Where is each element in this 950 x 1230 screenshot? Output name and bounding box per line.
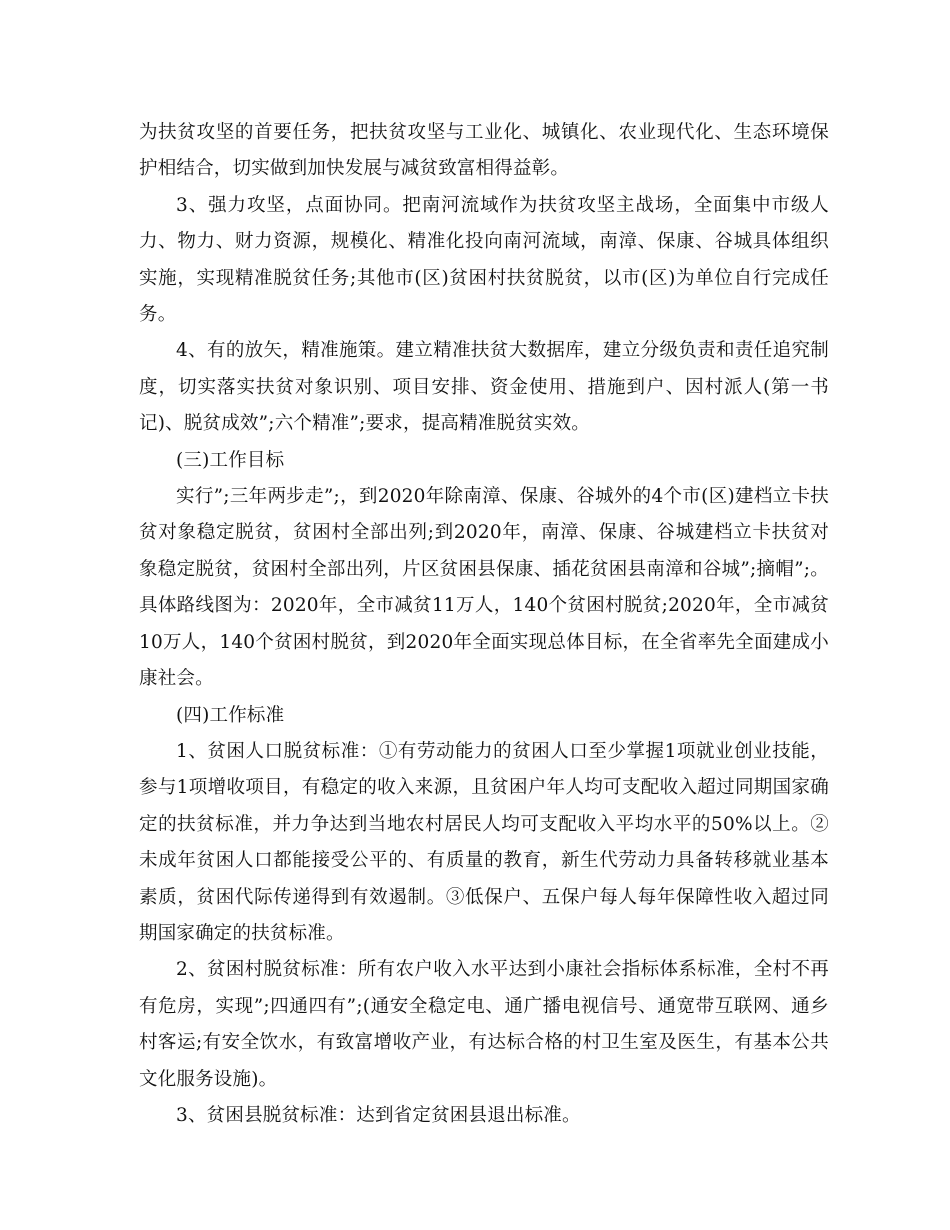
document-body bbox=[139, 115, 829, 1134]
paragraph-goals: 实行”;三年两步走”;，到2020年除南漳、保康、谷城外的4个市(区)建档立卡扶贫对象稳定脱贫，贫困村全部出列;到2020年，南漳、保康、谷城建档立卡扶贫对象稳定脱贫，贫困村全部出列，片区贫困县保康、插花贫困县南漳和谷城”;摘帽”;。具体路线图为：2020年，全市减贫11万人，140个贫困村脱贫;2020年，全市减贫10万人，140个贫困村脱贫，到2020年全面实现总体目标，在全省率先全面建成小康社会。 bbox=[139, 486, 829, 690]
paragraph-standard-3: 3、贫困县脱贫标准：达到省定贫困县退出标准。 bbox=[176, 1104, 581, 1126]
paragraph-standard-2: 2、贫困村脱贫标准：所有农户收入水平达到小康社会指标体系标准，全村不再有危房，实现”;四通四有”;(通安全稳定电、通广播电视信号、通宽带互联网、通乡村客运;有安全饮水，有致富增收产业，有达标合格的村卫生室及医生，有基本公共文化服务设施)。 bbox=[139, 959, 829, 1090]
paragraph-standard-1: 1、贫困人口脱贫标准：①有劳动能力的贫困人口至少掌握1项就业创业技能，参与1项增收项目，有稳定的收入来源，且贫困户年人均可支配收入超过同期国家确定的扶贫标准，并力争达到当地农村居民人均可支配收入平均水平的50%以上。②未成年贫困人口都能接受公平的、有质量的教育，新生代劳动力具备转移就业基本素质，贫困代际传递得到有效遏制。③低保户、五保户每人每年保障性收入超过同期国家确定的扶贫标准。 bbox=[139, 740, 829, 944]
paragraph-point-4: 4、有的放矢，精准施策。建立精准扶贫大数据库，建立分级负责和责任追究制度，切实落实扶贫对象识别、项目安排、资金使用、措施到户、因村派人(第一书记)、脱贫成效”;六个精准”;要求，提高精准脱贫实效。 bbox=[139, 340, 829, 435]
paragraph-point-3: 3、强力攻坚，点面协同。把南河流域作为扶贫攻坚主战场，全面集中市级人力、物力、财力资源，规模化、精准化投向南河流域，南漳、保康、谷城具体组织实施，实现精准脱贫任务;其他市(区)贫困村扶贫脱贫，以市(区)为单位自行完成任务。 bbox=[139, 194, 829, 326]
section-heading-goals: (三)工作目标 bbox=[176, 449, 285, 471]
paragraph-intro-continuation: 为扶贫攻坚的首要任务，把扶贫攻坚与工业化、城镇化、农业现代化、生态环境保护相结合，切实做到加快发展与减贫致富相得益彰。 bbox=[139, 122, 829, 180]
section-heading-standards: (四)工作标准 bbox=[176, 704, 285, 726]
